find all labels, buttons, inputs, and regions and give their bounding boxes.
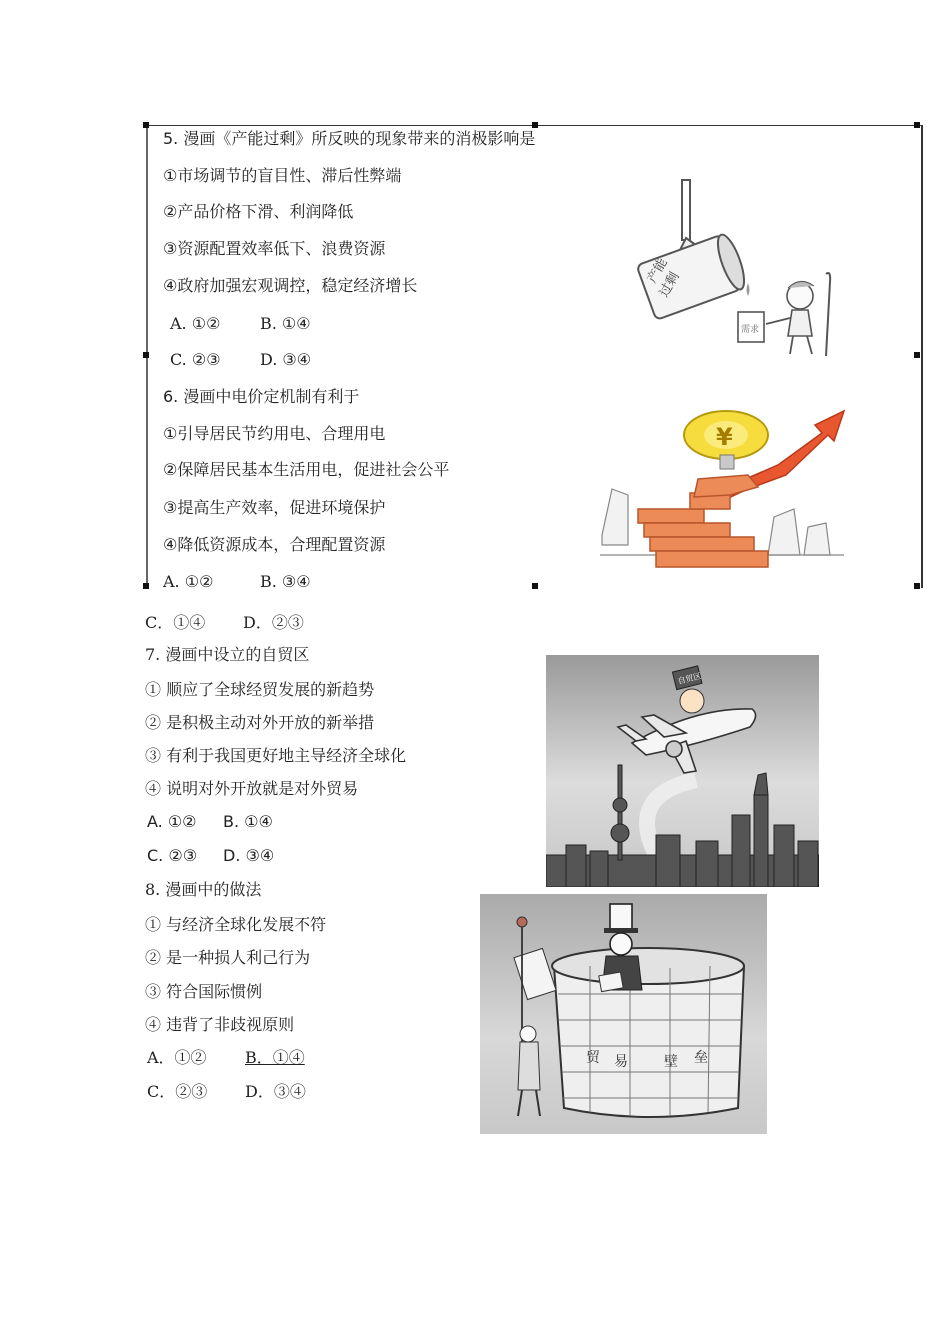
free-trade-zone-cartoon [546, 655, 819, 887]
question-6-option-c[interactable]: C．①④ [145, 613, 206, 632]
question-8-option-a[interactable]: A．①② [147, 1048, 207, 1067]
question-7-item-2: ② 是积极主动对外开放的新举措 [145, 713, 375, 732]
question-8-option-c[interactable]: C．②③ [147, 1082, 208, 1101]
question-5-item-4: ④政府加强宏观调控，稳定经济增长 [163, 276, 418, 295]
svg-text:产能: 产能 [644, 255, 671, 286]
question-6-item-4: ④降低资源成本，合理配置资源 [163, 535, 386, 554]
question-6-option-a[interactable]: A. ①② [163, 572, 214, 591]
question-8-item-2: ② 是一种损人利己行为 [145, 948, 311, 967]
question-7-item-1: ① 顺应了全球经贸发展的新趋势 [145, 680, 375, 699]
question-6-option-d[interactable]: D．②③ [243, 613, 304, 632]
question-8-item-1: ① 与经济全球化发展不符 [145, 915, 327, 934]
frame-handle [532, 122, 538, 128]
question-6-stem: 6. 漫画中电价定机制有利于 [163, 387, 360, 406]
question-7-item-4: ④ 说明对外开放就是对外贸易 [145, 779, 359, 798]
question-8-item-4: ④ 违背了非歧视原则 [145, 1015, 295, 1034]
question-6-item-2: ②保障居民基本生活用电，促进社会公平 [163, 460, 450, 479]
question-5-option-b[interactable]: B. ①④ [260, 314, 311, 333]
question-8-stem: 8. 漫画中的做法 [145, 880, 262, 899]
hat-label: 自贸区 [676, 671, 703, 686]
frame-handle [143, 352, 149, 358]
question-6-option-b[interactable]: B. ③④ [260, 572, 311, 591]
question-5-option-a[interactable]: A. ①② [170, 314, 221, 333]
frame-handle [914, 583, 920, 589]
question-5-stem: 5. 漫画《产能过剩》所反映的现象带来的消极影响是 [163, 129, 536, 148]
question-7-option-c[interactable]: C. ②③ [147, 846, 198, 865]
overcapacity-cartoon [630, 178, 840, 358]
wall-char-4: 垒 [694, 1050, 708, 1066]
question-5-item-2: ②产品价格下滑、利润降低 [163, 202, 354, 221]
question-7-stem: 7. 漫画中设立的自贸区 [145, 645, 310, 664]
frame-handle [143, 122, 149, 128]
question-8-item-3: ③ 符合国际惯例 [145, 982, 263, 1001]
question-5-option-d[interactable]: D. ③④ [260, 350, 312, 369]
frame-handle [914, 352, 920, 358]
electricity-price-cartoon [598, 405, 850, 573]
svg-text:过剩: 过剩 [656, 269, 683, 300]
frame-handle [532, 583, 538, 589]
wall-char-1: 贸 [586, 1050, 600, 1066]
question-7-option-b[interactable]: B. ①④ [223, 812, 273, 831]
question-5-item-3: ③资源配置效率低下、浪费资源 [163, 239, 386, 258]
question-8-option-d[interactable]: D．③④ [245, 1082, 306, 1101]
frame-handle [143, 583, 149, 589]
question-7-option-d[interactable]: D. ③④ [223, 846, 275, 865]
question-5-option-c[interactable]: C. ②③ [170, 350, 221, 369]
question-5-item-1: ①市场调节的盲目性、滞后性弊端 [163, 166, 402, 185]
wall-char-3: 壁 [664, 1054, 678, 1070]
svg-text:需求: 需求 [741, 325, 760, 335]
question-6-item-1: ①引导居民节约用电、合理用电 [163, 424, 386, 443]
wall-char-2: 易 [614, 1054, 628, 1070]
question-7-item-3: ③ 有利于我国更好地主导经济全球化 [145, 746, 407, 765]
frame-handle [914, 122, 920, 128]
question-8-option-b[interactable]: B．①④ [245, 1048, 305, 1067]
question-6-item-3: ③提高生产效率，促进环境保护 [163, 498, 386, 517]
question-7-option-a[interactable]: A. ①② [147, 812, 197, 831]
yen-symbol: ¥ [716, 423, 733, 451]
trade-barrier-cartoon [480, 894, 767, 1134]
